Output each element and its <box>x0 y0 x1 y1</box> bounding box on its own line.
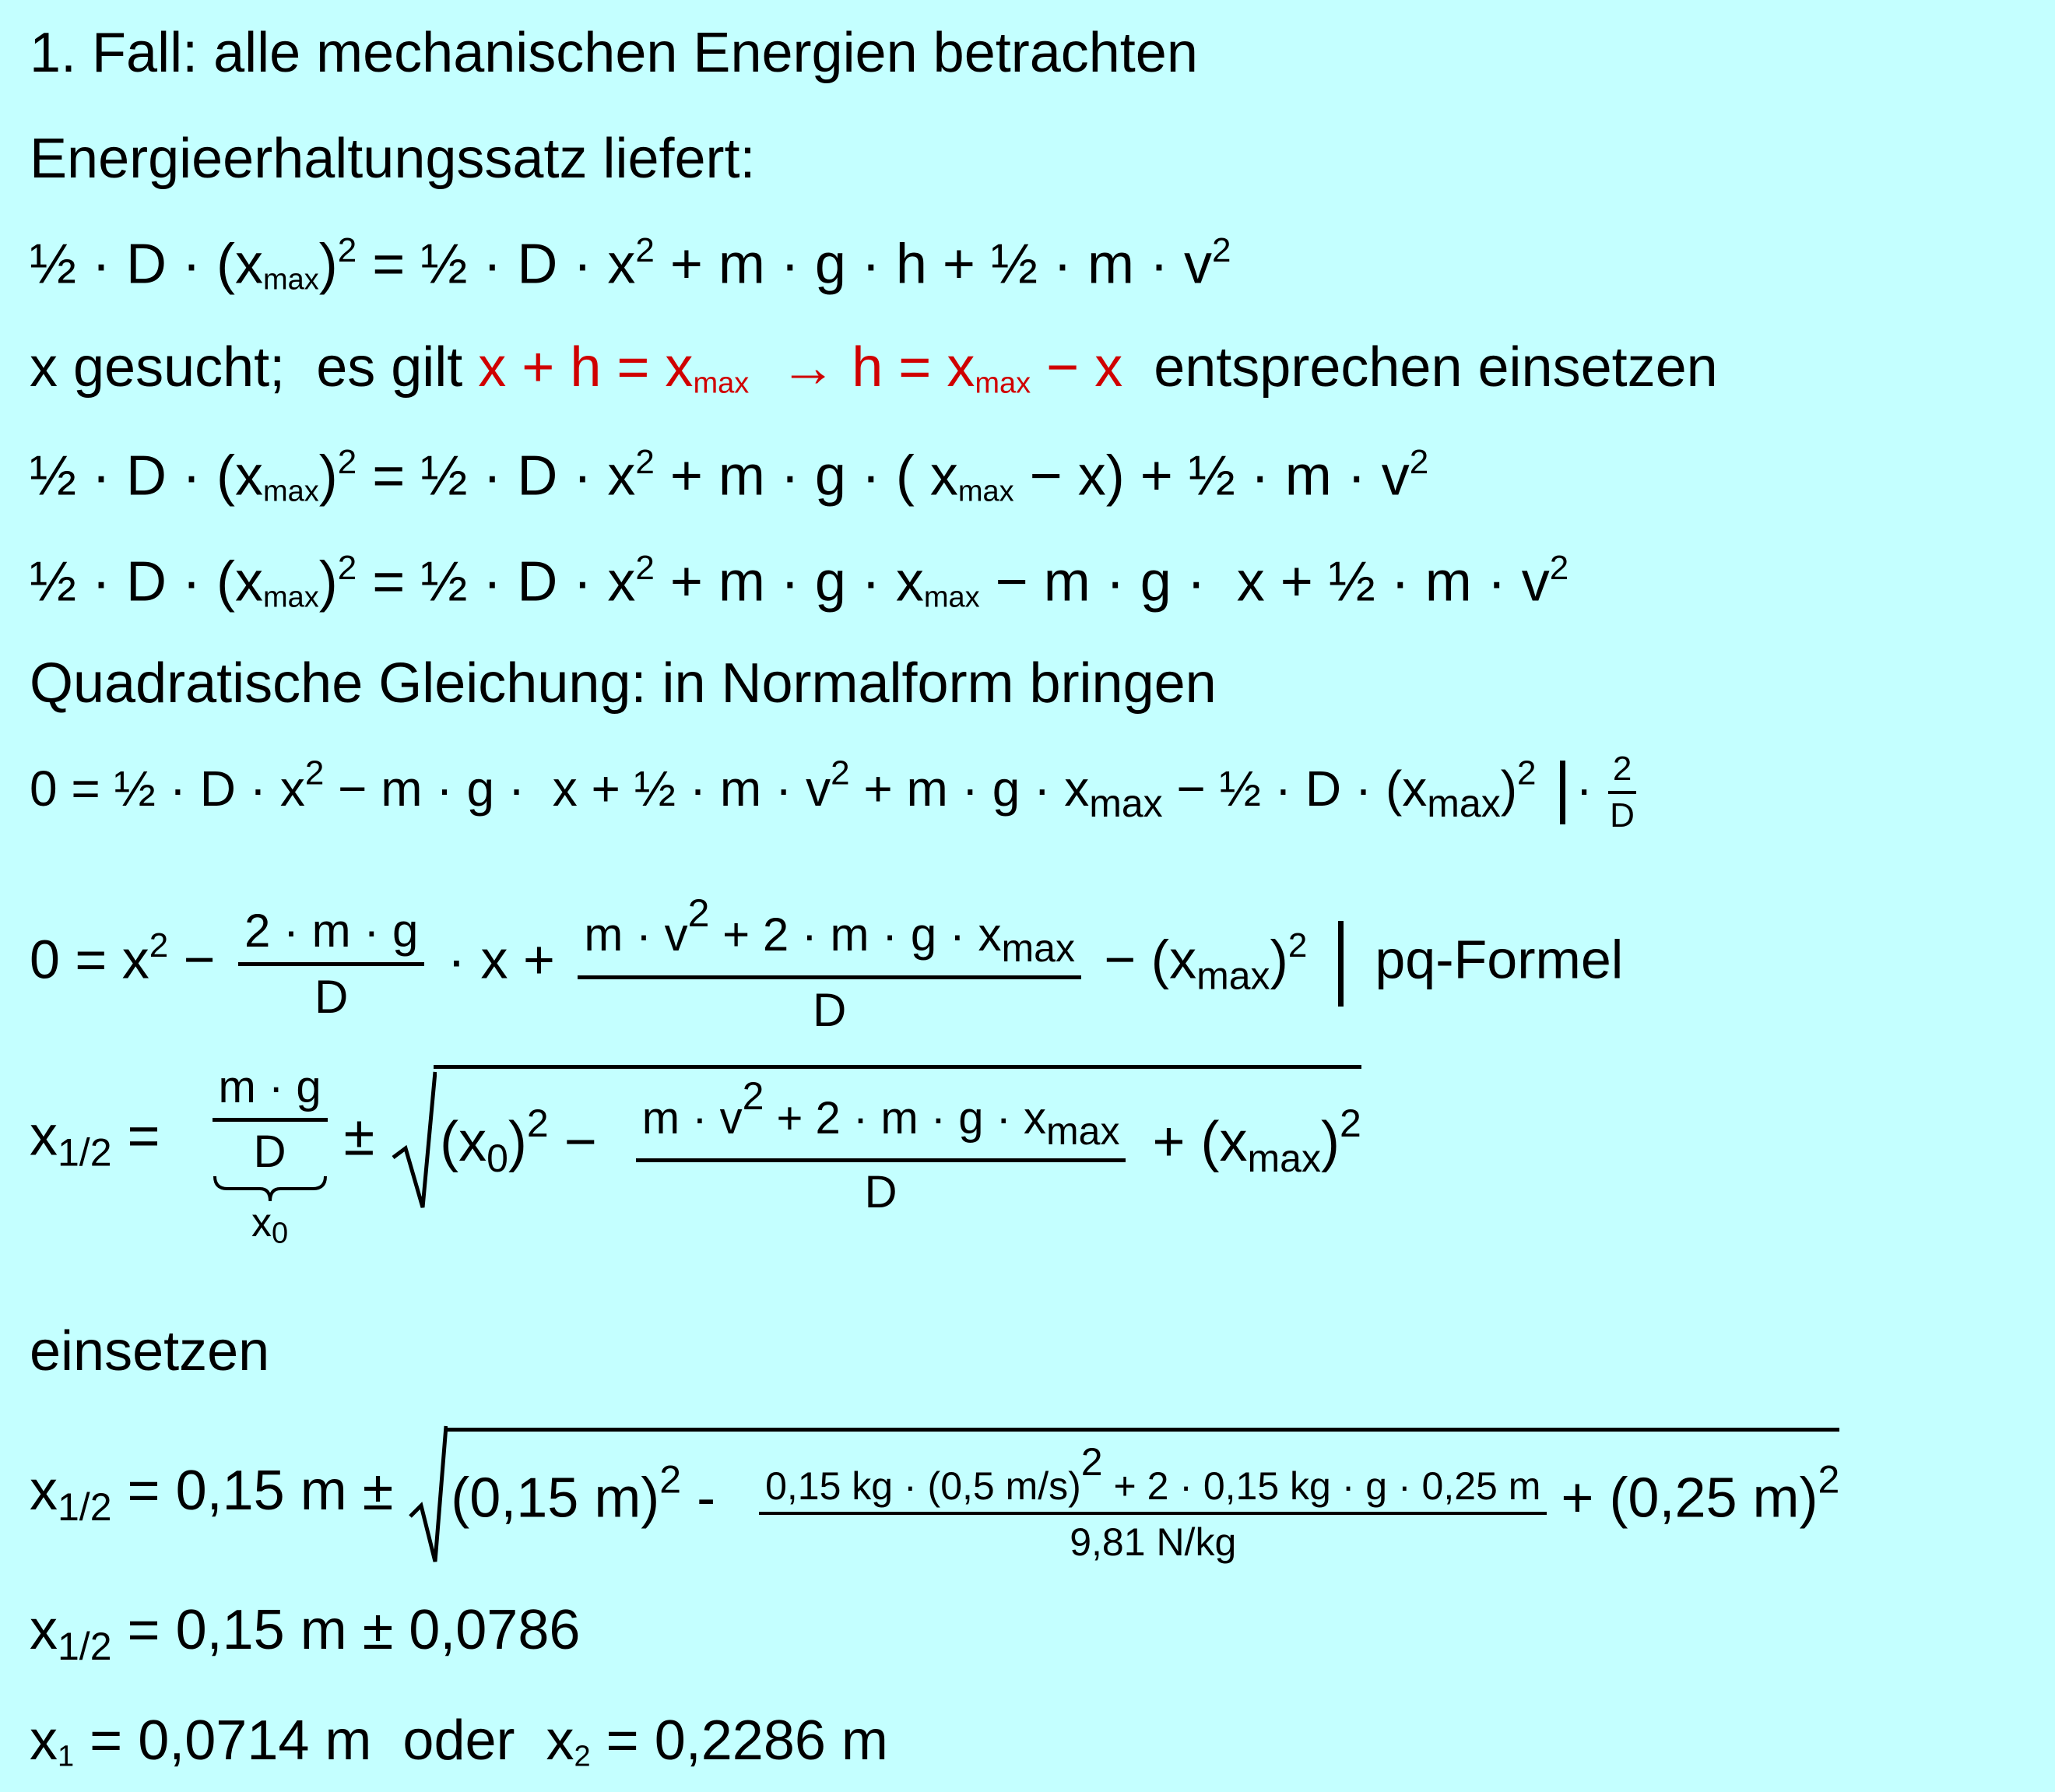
sqrt-icon <box>390 1070 437 1210</box>
equation-substituted: ½ · $D \cdot (x_{max})^2$ = ½ · $D \cdot x^2 + m \cdot g$ · ( $x_{max} - x$) + ½ · $m \cdot v^2$ <box>30 443 1429 508</box>
underbrace-icon <box>212 1175 328 1203</box>
equation-energy-conservation: ½ · $D \cdot (x_{max})^2$ = ½ · $D \cdot x^2 + m \cdot g \cdot h$ + ½ · $m \cdot v^2$ <box>30 231 1231 297</box>
quadratic-heading: Quadratische Gleichung: in Normalform bringen <box>30 652 1217 715</box>
equation-pq-formula: $x_{1/2}$ = $\frac{m \cdot g}{D}$ $x_0$ ± $(x_0)^2$ − $\frac{m \cdot v^2 + 2 \cdot m \cdot g \cdot x_{max}}{D}$ + $(x_{max})^2$ <box>30 1062 1361 1250</box>
equation-normal-form: $0 = x^2$ − $\frac{2 \cdot m \cdot g}{D}$ · x + $\frac{m \cdot v^2 + 2 \cdot m \cdot g \cdot x_{max}}{D}$ − $(x_{max})^2$ pq-Formel <box>30 891 1624 1036</box>
pq-formula-note: pq-Formel <box>1375 929 1624 990</box>
equation-normal-form-step: 0 = ½ · $D \cdot x^2 - m \cdot g \cdot x$ + ½ · $m \cdot v^2 + m \cdot g \cdot x_{max}$ − ½ · $D \cdot (x_{max})^2$ · $\frac{2}{D}$ <box>30 752 1644 833</box>
insert-values-label: einsetzen <box>30 1320 270 1383</box>
equation-inserted-values: $x_{1/2} = 0,15$ m ± (0,15 m)$^2$ - $\frac{0,15 kg \cdot (0,5 m/s)^2 + 2 \cdot 0,15 kg \cdot g \cdot 0,25 m}{9,81 N/kg}$ + (0,25 m)$^2$ <box>30 1425 1839 1565</box>
heading-case-1: 1. Fall: alle mechanischen Energien betrachten <box>30 22 1198 84</box>
sqrt-icon-2 <box>409 1425 448 1565</box>
substitution-relation: $x + h = x_{max} \to h = x_{max} - x$ <box>478 336 1123 400</box>
result-final: $x_1 = 0,0714$ m oder $x_2 = 0,2286$ m <box>30 1709 888 1773</box>
energy-conservation-label: Energieerhaltungssatz liefert: <box>30 128 756 190</box>
substitution-line: x gesucht; es gilt $x + h = x_{max} \to h = x_{max} - x$ entsprechen einsetzen <box>30 336 1718 400</box>
result-intermediate: $x_{1/2} = 0,15$ m ± 0,0786 <box>30 1599 581 1668</box>
x0-underbrace: $\frac{m \cdot g}{D}$ $x_0$ <box>212 1065 328 1248</box>
equation-expanded: ½ · $D \cdot (x_{max})^2$ = ½ · $D \cdot x^2 + m \cdot g \cdot x_{max} - m \cdot g \cdot x$ + ½ · $m \cdot v^2$ <box>30 549 1569 614</box>
